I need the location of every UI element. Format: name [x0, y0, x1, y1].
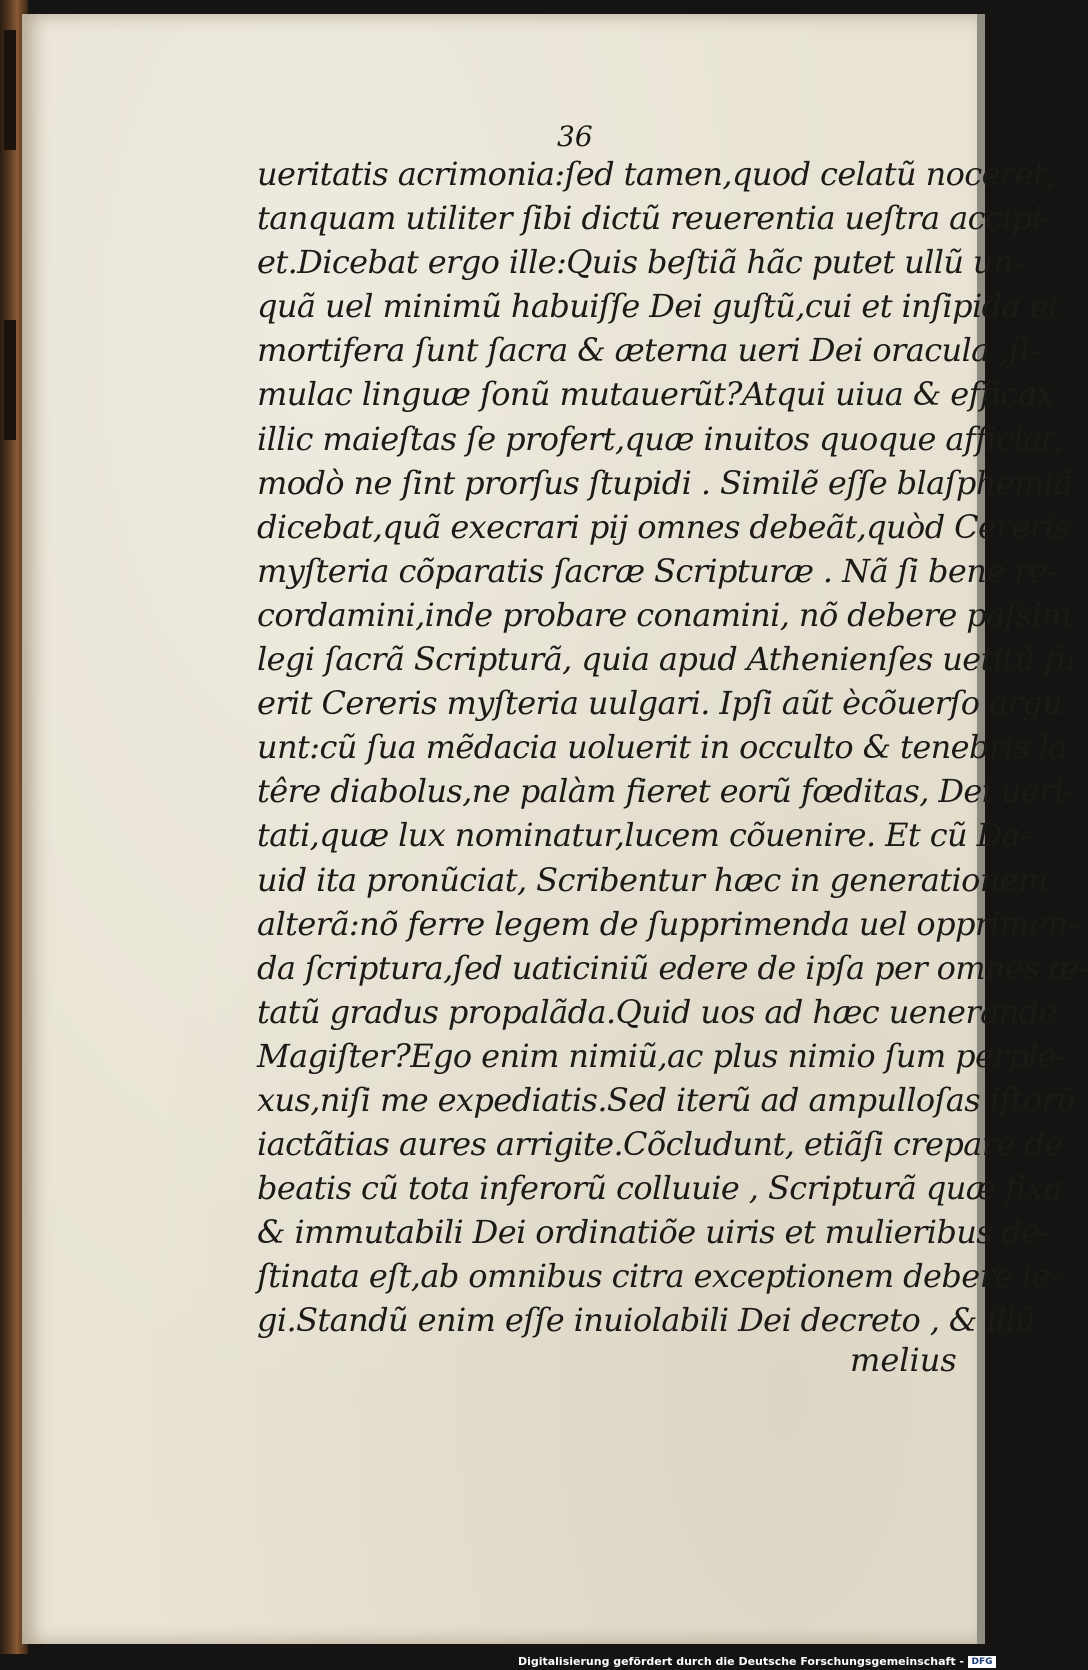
- text-line: illic maieſtas ſe profert,quæ inuitos quoque afficiat,: [257, 419, 1064, 458]
- text-line: ueritatis acrimonia:ſed tamen,quod celatũ noceret,: [257, 155, 1055, 193]
- book-page: [22, 14, 1088, 1644]
- text-line: tanquam utiliter ſibi dictũ reuerentia ueſtra accipi-: [257, 199, 1052, 238]
- text-line: myſteria cõparatis ſacræ Scripturæ . Nã ſi bene re-: [257, 551, 1058, 590]
- text-line: dicebat,quã execrari pij omnes debeãt,quòd Cereris: [257, 507, 1070, 546]
- text-line: et.Dicebat ergo ille:Quis beſtiã hãc putet ullũ un-: [257, 243, 1024, 282]
- text-line: ſtinata eſt,ab omnibus citra exceptionem debere le-: [257, 1257, 1061, 1296]
- text-line: uid ita pronũciat, Scribentur hæc in generationem: [257, 860, 1048, 899]
- text-line: mulac linguæ ſonũ mutauerũt?Atqui uiua & efficax: [257, 375, 1055, 414]
- funding-credit: Digitalisierung gefördert durch die Deutsche Forschungsgemeinschaft -: [517, 1655, 964, 1668]
- text-line: modò ne ſint prorſus ſtupidi . Similẽ eſſe blaſphemiã: [257, 463, 1072, 502]
- page-number: 36: [557, 120, 593, 153]
- digitization-footer: [0, 1654, 1000, 1670]
- catchword: melius: [850, 1341, 957, 1379]
- text-line: tati,quæ lux nominatur,lucem cõuenire. Et cũ Da-: [257, 816, 1031, 855]
- text-line: iactãtias aures arrigite.Cõcludunt, etiãſi crepare de: [257, 1125, 1063, 1164]
- spine-tab: [4, 320, 16, 440]
- text-line: erit Cereris myſteria uulgari. Ipſi aũt ècõuerſo argu: [257, 684, 1063, 723]
- text-line: legi ſacrã Scripturã, quia apud Athenienſes uetitũ fu: [257, 640, 1076, 679]
- text-line: beatis cũ tota inferorũ colluuie , Scripturã quæ fixa: [257, 1169, 1062, 1208]
- text-line: da ſcriptura,ſed uaticiniũ edere de ipſa per omnes æ-: [257, 948, 1088, 987]
- text-line: xus,niſi me expediatis.Sed iterũ ad ampulloſas iſtorũ: [257, 1080, 1077, 1119]
- dfg-logo: DFG: [968, 1656, 996, 1668]
- spine-tab: [4, 30, 16, 150]
- text-line: alterã:nõ ferre legem de ſupprimenda uel opprimen-: [257, 904, 1078, 943]
- text-line: tatũ gradus propalãda.Quid uos ad hæc uenerande: [257, 992, 1057, 1031]
- text-line: mortifera ſunt ſacra & æterna ueri Dei oracula ,ſi-: [257, 331, 1040, 370]
- text-line: cordamini,inde probare conamini, nõ debere paſsim: [257, 595, 1072, 634]
- text-block: [257, 152, 1088, 1343]
- text-line: & immutabili Dei ordinatiõe uiris et mulieribus de-: [257, 1213, 1051, 1252]
- text-line: têre diabolus,ne palàm fieret eorũ fœditas, Dei ueri-: [257, 772, 1074, 811]
- text-line: Magiſter?Ego enim nimiũ,ac plus nimio ſum perple-: [257, 1036, 1067, 1075]
- text-line: gi.Standũ enim eſſe inuiolabili Dei decreto , & illũ: [257, 1301, 1036, 1340]
- text-line: unt:cũ ſua mẽdacia uoluerit in occulto & tenebris la: [257, 728, 1067, 767]
- text-line: quã uel minimũ habuiſſe Dei guſtũ,cui et inſipida et: [257, 287, 1061, 326]
